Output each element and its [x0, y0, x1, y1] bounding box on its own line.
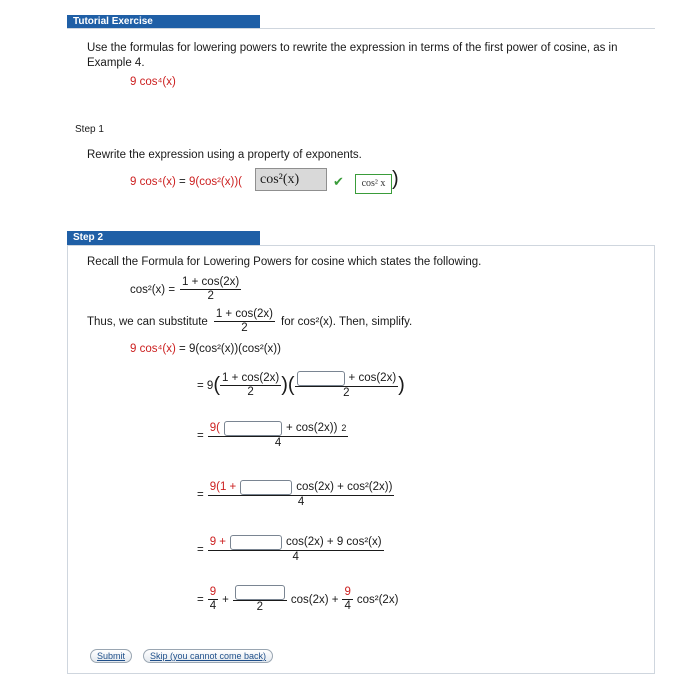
line2-answer-input[interactable]	[297, 371, 345, 386]
line3-exponent: 2	[341, 423, 347, 434]
step1-lhs: 9 cos⁴(x)	[130, 176, 176, 188]
thus-numerator: 1 + cos(2x)	[214, 308, 275, 322]
line2-eq: = 9	[197, 379, 214, 392]
step1-rhs-prefix: 9(cos²(x))(	[188, 176, 242, 188]
line5-numerator	[208, 535, 384, 551]
skip-button[interactable]: Skip (you cannot come back)	[143, 649, 273, 663]
line6-end: cos²(2x)	[356, 593, 399, 606]
step1-label: Step 1	[75, 124, 104, 135]
step2-label: Step 2	[73, 232, 104, 243]
formula-fraction	[180, 276, 241, 303]
line5-answer-input[interactable]	[230, 535, 282, 550]
lowering-formula	[130, 276, 241, 303]
line2-fraction-2	[295, 371, 399, 400]
line5-fraction	[208, 535, 384, 564]
line4-fraction	[208, 480, 395, 509]
line3-denominator: 4	[274, 437, 282, 449]
line3-numerator-tail: + cos(2x))	[285, 421, 338, 434]
simplify-line-1	[130, 343, 281, 355]
thus-text: Thus, we can substitute	[87, 315, 208, 328]
line6-plus: +	[222, 593, 229, 606]
step2-label-bar	[67, 231, 260, 245]
step1-equation	[130, 176, 242, 188]
line6-fraction-3-numerator: 9	[342, 586, 352, 600]
line4-answer-input[interactable]	[240, 480, 292, 495]
formula-lhs: cos²(x) =	[130, 283, 176, 296]
line2-denominator-2: 2	[343, 387, 350, 399]
line2-numerator-2	[295, 371, 399, 387]
line5-numerator-tail: cos(2x) + 9 cos²(x)	[286, 535, 382, 548]
thus-line	[87, 308, 412, 335]
line5-numerator-prefix: 9 +	[209, 535, 227, 548]
step1-eq: =	[179, 176, 186, 188]
line3-eq: =	[197, 429, 204, 442]
line2-open-paren-2: (	[287, 374, 295, 397]
line2-close-paren-2: )	[398, 374, 405, 397]
simplify-line-6	[197, 585, 398, 614]
submit-button[interactable]: Submit	[90, 649, 132, 663]
header-divider	[67, 28, 655, 29]
line6-fraction-3	[342, 586, 352, 613]
line5-denominator: 4	[292, 551, 299, 563]
line6-tail: cos(2x) +	[290, 593, 339, 606]
line1-lhs: 9 cos⁴(x)	[130, 343, 176, 355]
line6-eq: =	[197, 593, 204, 606]
line2-open-paren-1: (	[213, 374, 220, 397]
line6-fraction-1-denominator: 4	[209, 600, 217, 613]
simplify-line-5	[197, 535, 384, 564]
step2-instruction: Recall the Formula for Lowering Powers for cosine which states the following.	[87, 256, 482, 268]
step1-close-paren: )	[392, 168, 399, 190]
line2-numerator-2-tail: + cos(2x)	[348, 371, 397, 384]
line3-fraction	[208, 421, 349, 450]
header-title: Tutorial Exercise	[73, 16, 153, 27]
header-title-bar	[67, 15, 260, 29]
formula-denominator: 2	[207, 290, 214, 303]
line6-fraction-2	[233, 585, 287, 614]
for-text: for cos²(x). Then, simplify.	[281, 315, 413, 328]
line2-fraction-1	[220, 372, 281, 399]
line2-numerator-1: 1 + cos(2x)	[220, 372, 281, 386]
line6-fraction-3-denominator: 4	[344, 600, 351, 613]
line4-numerator	[208, 480, 395, 496]
formula-numerator: 1 + cos(2x)	[180, 276, 241, 290]
line3-numerator	[208, 421, 349, 437]
step1-instruction: Rewrite the expression using a property of exponents.	[87, 149, 362, 161]
simplify-line-2	[197, 371, 405, 400]
simplify-line-3	[197, 421, 348, 450]
step1-answer-input[interactable]: cos²(x)	[255, 168, 327, 191]
simplify-line-4	[197, 480, 394, 509]
line6-fraction-2-numerator	[233, 585, 287, 601]
line2-close-paren-1: )	[281, 374, 288, 397]
line4-denominator: 4	[297, 496, 305, 508]
line4-numerator-tail: cos(2x) + cos²(2x))	[296, 480, 393, 493]
line6-answer-input[interactable]	[235, 585, 285, 600]
line1-rhs: = 9(cos²(x))(cos²(x))	[179, 343, 281, 355]
thus-denominator: 2	[241, 322, 248, 335]
line4-numerator-prefix: 9(1 +	[209, 480, 237, 493]
line6-fraction-2-denominator: 2	[256, 601, 264, 613]
line4-eq: =	[197, 488, 204, 501]
line3-answer-input[interactable]	[224, 421, 282, 436]
line5-eq: =	[197, 543, 204, 556]
intro-text: Use the formulas for lowering powers to rewrite the expression in terms of the first power of cosine, as in Example 4.	[87, 42, 618, 69]
thus-fraction	[214, 308, 275, 335]
line6-fraction-1	[208, 586, 218, 613]
line3-numerator-prefix: 9(	[209, 421, 220, 434]
line6-fraction-1-numerator: 9	[208, 586, 218, 600]
check-icon: ✔	[333, 174, 344, 189]
line2-denominator-1: 2	[247, 386, 254, 399]
step1-correct-answer: cos² x	[355, 174, 392, 194]
intro-expression: 9 cos⁴(x)	[130, 76, 176, 88]
